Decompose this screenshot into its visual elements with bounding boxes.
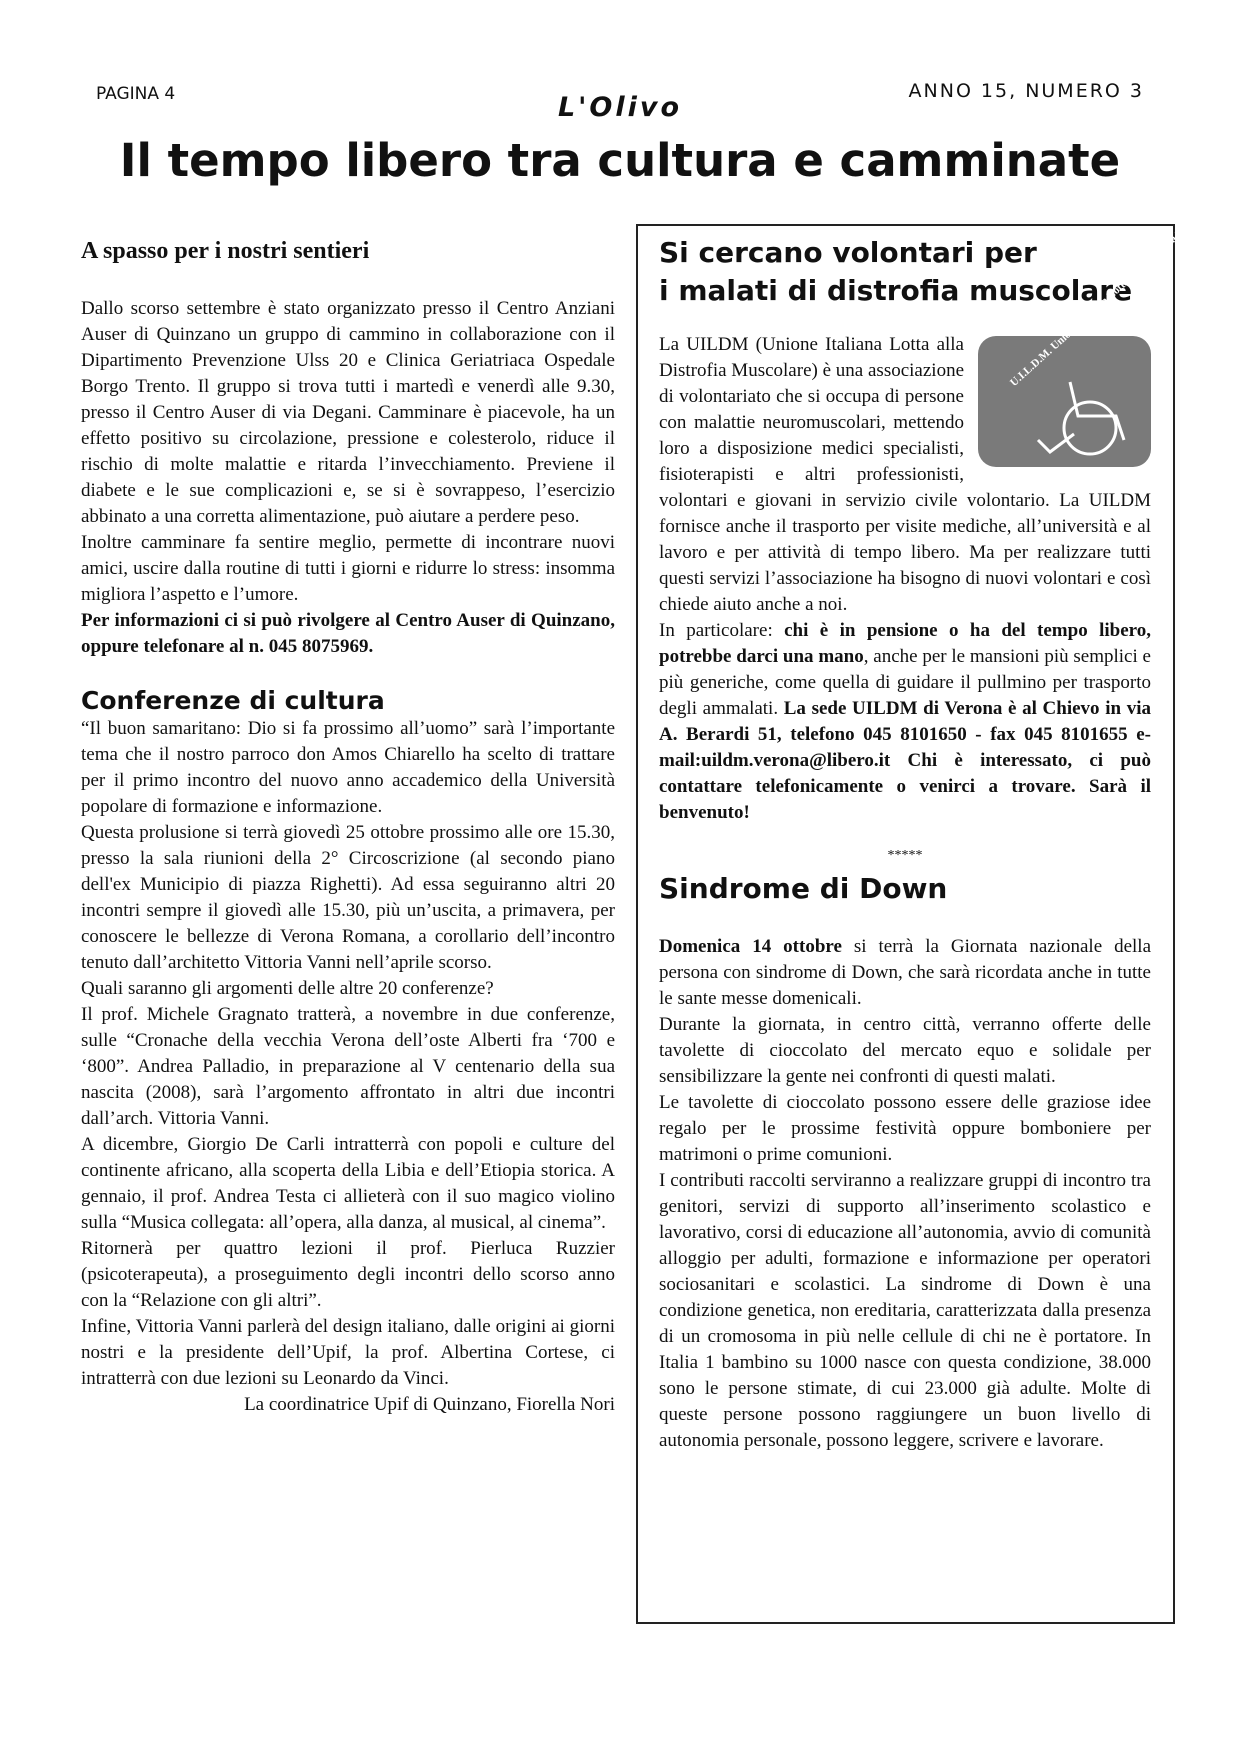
- down-p4: I contributi raccolti serviranno a realizzare gruppi di incontro tra genitori, servizi di supporto all’inserimento scolastico e lavorativo, corsi di educazione all’autonomia, avvio di comunità alloggio per adulti, formazione e informazione per operatori sociosanitari e scolastici. La sindrome di Down è una condizione genetica, non ereditaria, caratterizzata dalla presenza di un cromosoma in più nelle cellule di chi ne è portatore. In Italia 1 bambino su 1000 nasce con questa condizione, 38.000 sono le persone stimate, di cui 23.000 già adulte. Molte di queste persone possono raggiungere un buon livello di autonomia personale, possono leggere, scrivere e lavorare.: [659, 1170, 1151, 1451]
- culture-p7: Infine, Vittoria Vanni parlerà del design italiano, dalle origini ai giorni nostri e la presidente dell’Upif, la prof. Albertina Cortese, ci intratterrà con due lezioni su Leonardo da Vinci.: [81, 1316, 615, 1389]
- uildm-title-line-2: i malati di distrofia muscolare: [659, 274, 1133, 307]
- wheelchair-icon: [978, 336, 1151, 467]
- down-p2: Durante la giornata, in centro città, verranno offerte delle tavolette di cioccolato del mercato equo e solidale per sensibilizzare la gente nei confronti di questi malati.: [659, 1014, 1151, 1087]
- down-p3: Le tavolette di cioccolato possono essere delle graziose idee regalo per le prossime festività oppure bomboniere per matrimoni o prime comunioni.: [659, 1092, 1151, 1165]
- down-title: Sindrome di Down: [659, 872, 948, 905]
- walk-section-title: A spasso per i nostri sentieri: [81, 238, 370, 264]
- uildm-p2-bold: chi è in pensione o ha del tempo libero, potrebbe darci una mano: [659, 620, 1151, 667]
- left-column: [81, 236, 615, 1418]
- uildm-p2: [659, 618, 1151, 826]
- down-date: Domenica 14 ottobre: [659, 936, 842, 957]
- walk-body: Dallo scorso settembre è stato organizzato presso il Centro Anziani Auser di Quinzano un gruppo di cammino in collaborazione con il Dipartimento Prevenzione Ulss 20 e Clinica Geriatriaca Ospedale Borgo Trento. Il gruppo si trova tutti i martedì e venerdì alle 9.30, presso il Centro Auser di via Degani. Camminare è piacevole, ha un effetto positivo su circolazione, pressione e colesterolo, riduce il rischio di molte malattie e ritarda l’invecchiamento. Previene il diabete e le sue complicazioni e, se si è sovrappeso, l’esercizio abbinato a una corretta alimentazione, può aiutare a perdere peso.: [81, 298, 615, 527]
- culture-p2: Questa prolusione si terrà giovedì 25 ottobre prossimo alle ore 15.30, presso la sala riunioni della 2° Circoscrizione (al secondo piano dell'ex Municipio di piazza Righetti). Ad essa seguiranno altri 20 incontri sempre il giovedì alle 15.30, più un’uscita, a primavera, per conoscere le bellezze di Verona Romana, a corollario dell’incontro tenuto dall’architetto Vittoria Vanni nell’aprile scorso.: [81, 822, 615, 973]
- uildm-p2-intro: In particolare:: [659, 620, 785, 641]
- uildm-logo: [978, 198, 1219, 467]
- walk-body-2: Inoltre camminare fa sentire meglio, permette di incontrare nuovi amici, uscire dalla routine di tutti i giorni e ridurre lo stress: insomma migliora l’aspetto e l’umore.: [81, 532, 615, 605]
- culture-p4: Il prof. Michele Gragnato tratterà, a novembre in due conferenze, sulle “Cronache della vecchia Verona dell’oste Alberti fra ‘700 e ‘800”. Andrea Palladio, in preparazione al V centenario della sua nascita (2008), sarà l’argomento affrontato in altri due incontri dall’arch. Vittoria Vanni.: [81, 1004, 615, 1129]
- uildm-logo-text: U.I.L.D.M. Unione Italiana Lotta alla Distrofia Muscolare: [1008, 198, 1219, 389]
- down-p1: [659, 934, 1151, 1012]
- uildm-title-line-1: Si cercano volontari per: [659, 236, 1037, 269]
- page-number: PAGINA 4: [96, 84, 176, 104]
- walk-info: Per informazioni ci si può rivolgere al Centro Auser di Quinzano, oppure telefonare al n. 045 8075969.: [81, 610, 615, 657]
- culture-p3: Quali saranno gli argomenti delle altre 20 conferenze?: [81, 978, 494, 999]
- right-box: [636, 198, 1219, 1624]
- down-p1-rest: si terrà la Giornata nazionale della persona con sindrome di Down, che sarà ricordata anche in tutte le sante messe domenicali.: [659, 936, 1151, 1009]
- culture-p6: Ritornerà per quattro lezioni il prof. Pierluca Ruzzier (psicoterapeuta), a proseguimento degli incontri dello scorso anno con la “Relazione con gli altri”.: [81, 1238, 615, 1311]
- culture-p1: “Il buon samaritano: Dio si fa prossimo all’uomo” sarà l’importante tema che il nostro parroco don Amos Chiarello ha scelto di trattare per il primo incontro del nuovo anno accademico della Università popolare di formazione e informazione.: [81, 718, 615, 817]
- issue-number: ANNO 15, NUMERO 3: [908, 80, 1144, 102]
- uildm-p1: La UILDM (Unione Italiana Lotta alla Distrofia Muscolare) è una associazione di volontariato che si occupa di persone con malattie neuromuscolari, mettendo loro a disposizione medici specialisti, fisioterapisti e altri professionisti, volontari e giovani in servizio civile volontario. La UILDM fornisce anche il trasporto per visite mediche, all’università e al lavoro e per attività di tempo libero. Ma per realizzare tutti questi servizi l’associazione ha bisogno di nuovi volontari e così chiede aiuto anche a noi.: [659, 334, 1151, 615]
- culture-section-title: Conferenze di cultura: [81, 686, 385, 715]
- uildm-contact: La sede UILDM di Verona è al Chievo in via A. Berardi 51, telefono 045 8101650 - fax 045 8101655 e-mail:uildm.verona@libero.it Chi è interessato, ci può contattare telefonicamente o venirci a trovare. Sarà il benvenuto!: [659, 698, 1151, 823]
- uildm-p2-rest: , anche per le mansioni più semplici e più generiche, come quella di guidare il pullmino per trasporto degli ammalati.: [659, 646, 1151, 719]
- page-headline: Il tempo libero tra cultura e camminate: [119, 134, 1121, 187]
- masthead-title: L'Olivo: [557, 92, 683, 123]
- section-separator: *****: [887, 848, 923, 863]
- culture-signature: La coordinatrice Upif di Quinzano, Fiorella Nori: [244, 1394, 615, 1415]
- culture-p5: A dicembre, Giorgio De Carli intratterrà con popoli e culture del continente africano, alla scoperta della Libia e dell’Etiopia storica. A gennaio, il prof. Andrea Testa ci allieterà con il suo magico violino sulla “Musica collegata: all’opera, alla danza, al musical, al cinema”.: [81, 1134, 615, 1233]
